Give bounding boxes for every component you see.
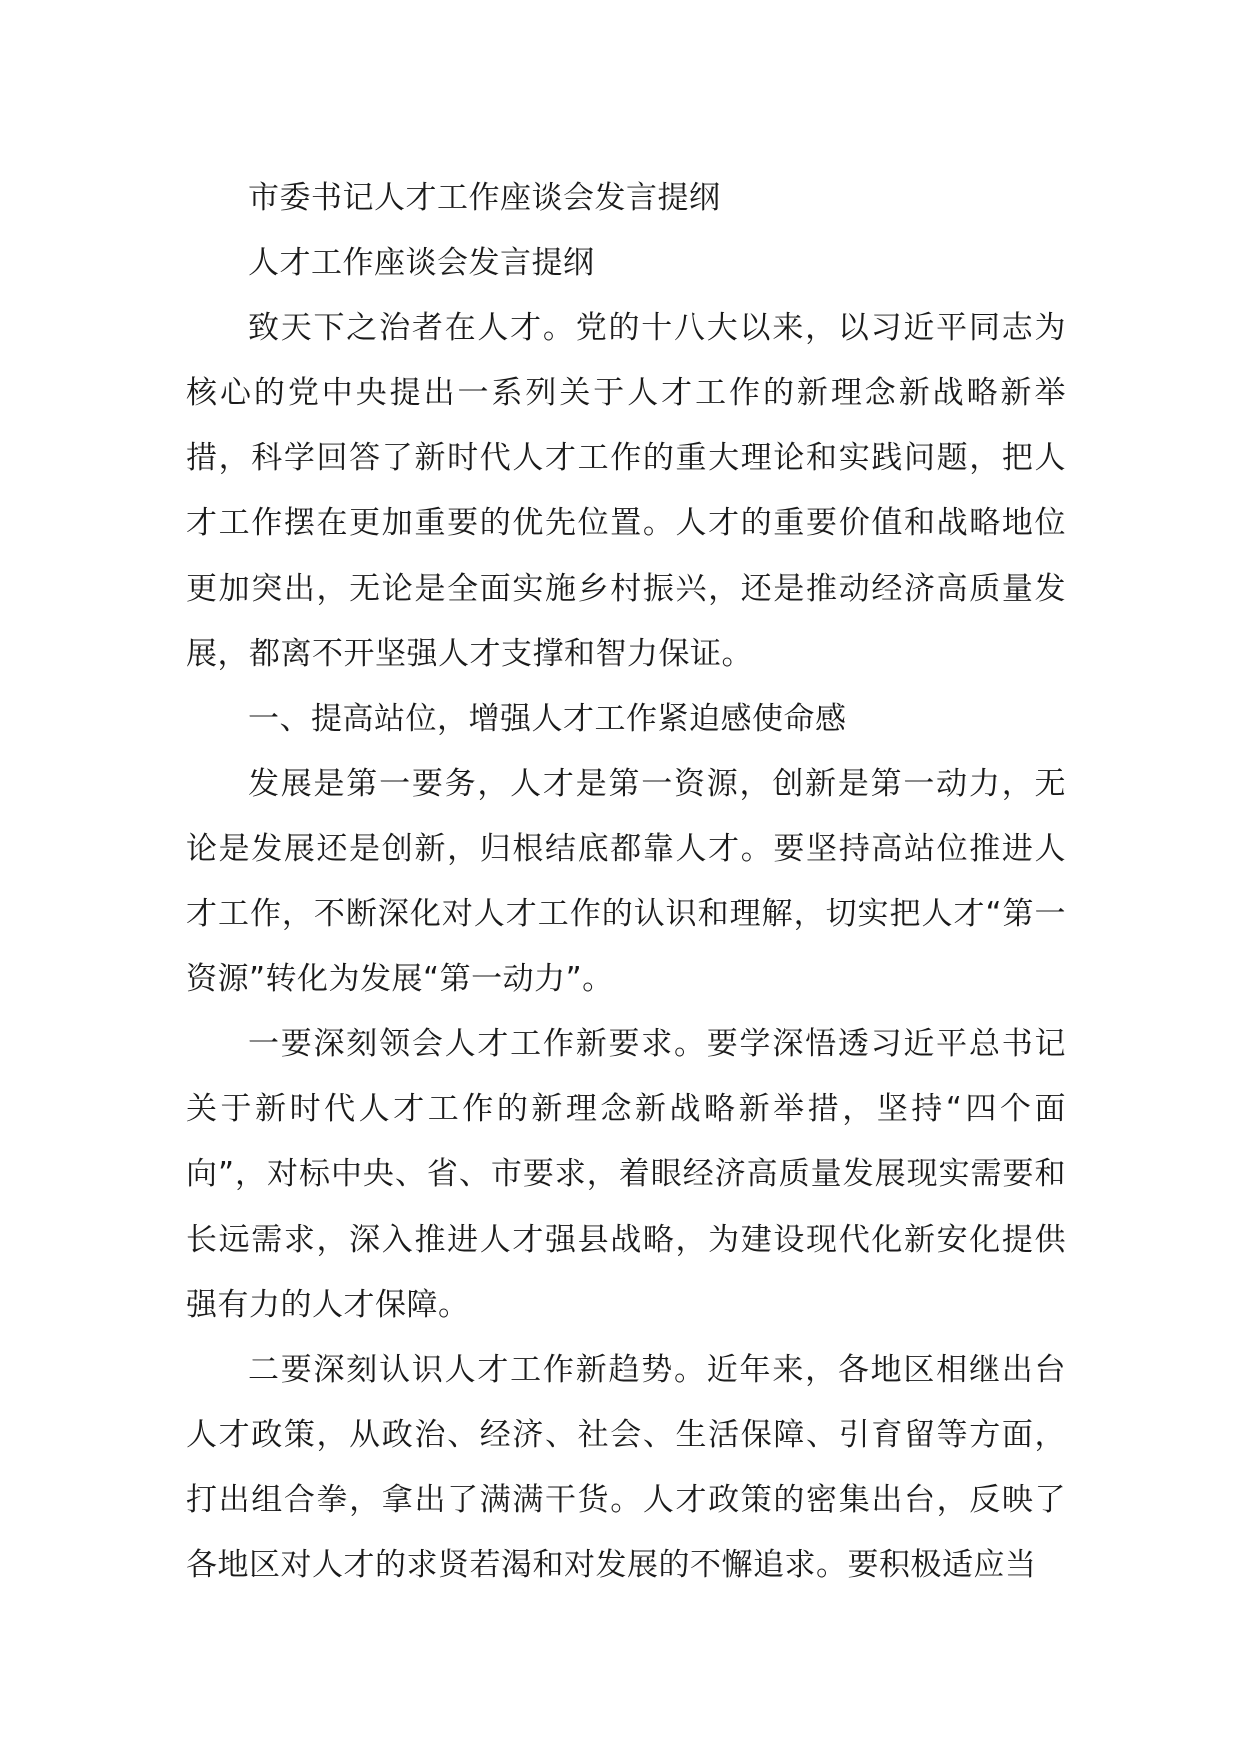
paragraph-section-1: 发展是第一要务，人才是第一资源，创新是第一动力，无论是发展还是创新，归根结底都靠人才。要坚持高站位推进人才工作，不断深化对人才工作的认识和理解，切实把人才“第一资源”转化为发展“第一动力”。 (186, 765, 1066, 998)
document-subtitle: 人才工作座谈会发言提纲 (248, 245, 595, 282)
document-body (186, 166, 1066, 1598)
paragraph-point-2: 二要深刻认识人才工作新趋势。近年来，各地区相继出台人才政策，从政治、经济、社会、生活保障、引育留等方面，打出组合拳，拿出了满满干货。人才政策的密集出台，反映了各地区对人才的求贤若渴和对发展的不懈追求。要积极适应当 (186, 1351, 1066, 1583)
paragraph-intro: 致天下之治者在人才。党的十八大以来，以习近平同志为核心的党中央提出一系列关于人才工作的新理念新战略新举措，科学回答了新时代人才工作的重大理论和实践问题，把人才工作摆在更加重要的优先位置。人才的重要价值和战略地位更加突出，无论是全面实施乡村振兴，还是推动经济高质量发展，都离不开坚强人才支撑和智力保证。 (186, 310, 1066, 672)
paragraph-point-1: 一要深刻领会人才工作新要求。要学深悟透习近平总书记关于新时代人才工作的新理念新战略新举措，坚持“四个面向”，对标中央、省、市要求，着眼经济高质量发展现实需要和长远需求，深入推进人才强县战略，为建设现代化新安化提供强有力的人才保障。 (186, 1026, 1066, 1323)
document-title: 市委书记人才工作座谈会发言提纲 (248, 180, 721, 216)
section-heading-1: 一、提高站位，增强人才工作紧迫感使命感 (248, 700, 847, 737)
